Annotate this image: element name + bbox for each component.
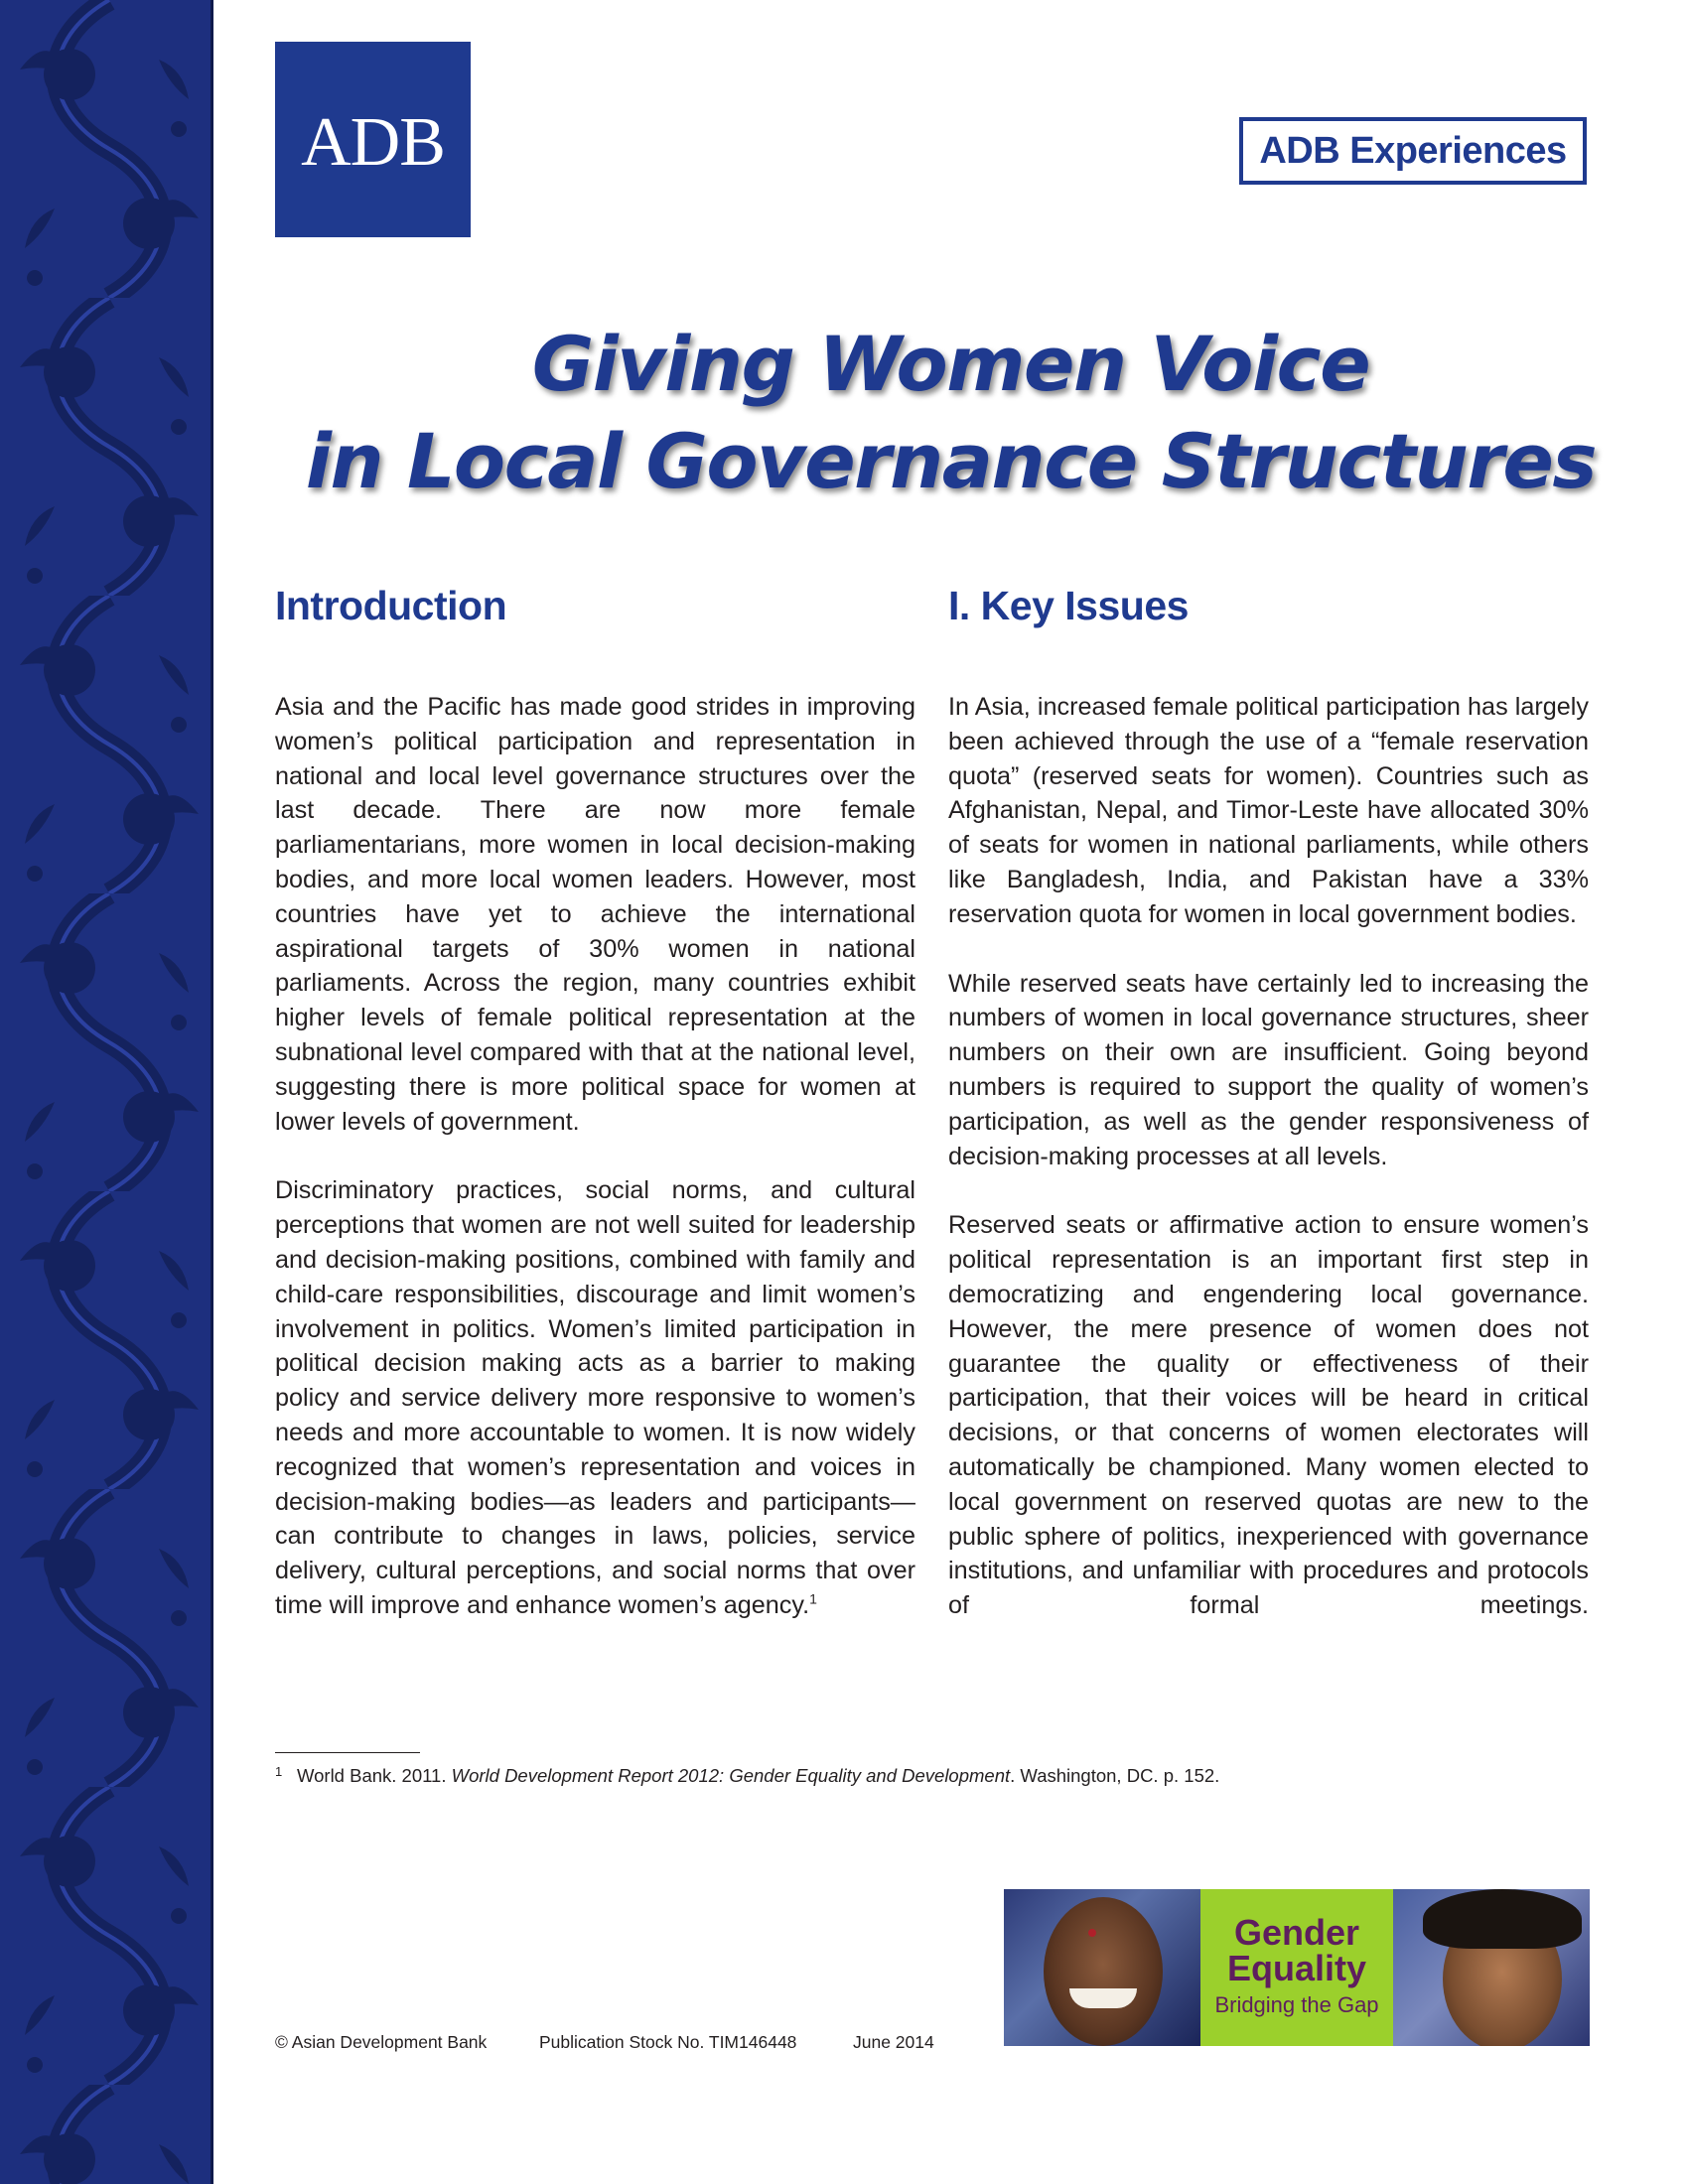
footnote-prefix: World Bank. 2011. [297,1765,452,1786]
footer-date: June 2014 [853,2032,934,2052]
key-issues-paragraph-1: In Asia, increased female political participation has largely been achieved through the use of a “female reservation quota” (reserved seats for women). Countries such as Afghanistan, Nepal, and Timor-Leste have allocated 30% of seats for women in national parliaments, while others like Bangladesh, India, and Pakistan have a 33% reservation quota for women in local government bodies. [948,693,1589,928]
section-heading-introduction: Introduction [275,583,507,628]
footnote [275,1763,1467,1789]
right-column [948,576,1589,1658]
intro-paragraph-2-text: Discriminatory practices, social norms, and cultural perceptions that women are not well suited for leadership and decision-making positions, combined with family and child-care responsibilities, discourage and limit women’s involvement in politics. Women’s limited participation in political decision making acts as a barrier to making policy and service delivery more responsive to women’s needs and more accountable to women. It is now widely recognized that women’s representation and voices in decision-making bodies—as leaders and participants—can contribute to changes in laws, policies, service delivery, cultural perceptions, and social norms that over time will improve and enhance women’s agency. [275,1176,915,1619]
banner-line-3: Bridging the Gap [1214,1992,1379,2017]
footnote-title: World Development Report 2012: Gender Equality and Development [451,1765,1011,1786]
gender-equality-banner [1004,1889,1590,2046]
key-issues-paragraph-3: Reserved seats or affirmative action to ensure women’s political representation is an important first step in democratizing and engendering local governance. However, the mere presence of women does not guarantee the quality or effectiveness of their participation, that their voices will be heard in critical decisions, or that concerns of women electorates will automatically be championed. Many women elected to local government on reserved quotas are new to the public sphere of politics, inexperienced with governance institutions, and unfamiliar with procedures and protocols of formal meetings. [948,1211,1589,1620]
left-column [275,576,915,1658]
decorative-side-band [0,0,213,2184]
ornament-pattern [0,0,213,2184]
logo-text: ADB [301,103,445,181]
page-title [213,316,1688,510]
banner-line-2: Equality [1226,1948,1367,1988]
portrait-left-image [1004,1889,1200,2046]
banner-line-1: Gender [1233,1912,1360,1953]
adb-logo [275,42,471,237]
portrait-right-image [1393,1889,1590,2046]
key-issues-paragraph-2: While reserved seats have certainly led to increasing the numbers of women in local governance structures, sheer numbers on their own are insufficient. Going beyond numbers is required to support the quality of women’s participation, as well as the gender responsiveness of decision-making processes at all levels. [948,969,1589,1170]
footnote-ref[interactable]: 1 [809,1590,817,1607]
footer-copyright: © Asian Development Bank [275,2032,488,2052]
footnote-divider [275,1752,420,1753]
banner-text-panel [1200,1889,1393,2046]
introduction-body [275,690,915,1623]
footnote-suffix: . Washington, DC. p. 152. [1010,1765,1220,1786]
intro-paragraph-2 [275,1173,915,1622]
key-issues-body [948,690,1589,1623]
intro-paragraph-1: Asia and the Pacific has made good strides in improving women’s political participation and representation in national and local level governance structures over the last decade. There are now more female parliamentarians, more women in local decision-making bodies, and more local women leaders. However, most countries have yet to achieve the international aspirational targets of 30% women in national parliaments. Across the region, many countries exhibit higher levels of female political representation at the subnational level compared with that at the national level, suggesting there is more political space for women at lower levels of government. [275,693,915,1136]
footer-stock-number: Publication Stock No. TIM146448 [539,2032,797,2052]
title-line-2: in Local Governance Structures [305,417,1597,505]
section-heading-key-issues: I. Key Issues [948,583,1189,628]
title-line-1: Giving Women Voice [531,320,1370,408]
series-badge: ADB Experiences [1239,117,1587,185]
footnote-number: 1 [275,1764,283,1779]
